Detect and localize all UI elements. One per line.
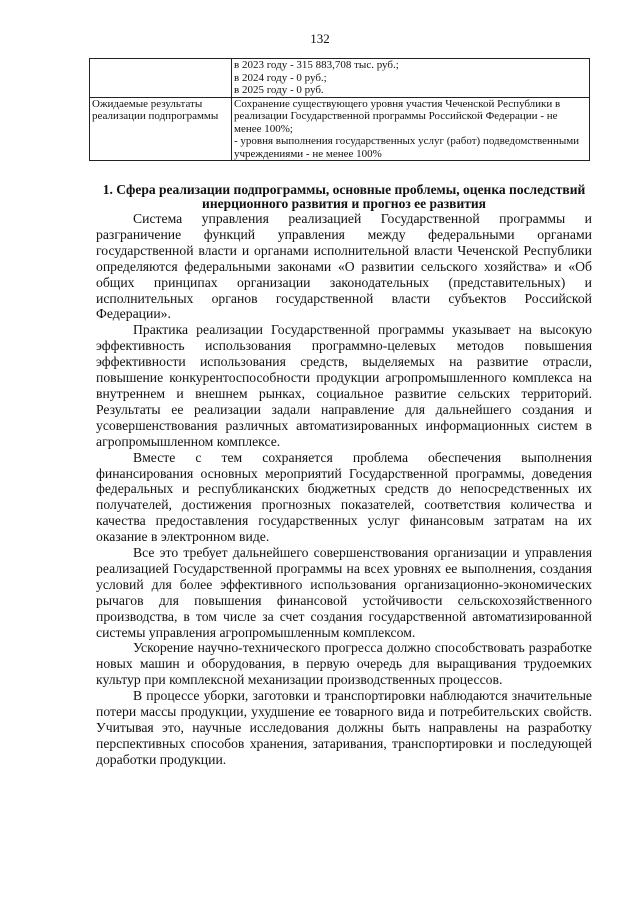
funding-line-2023: в 2023 году - 315 883,708 тыс. руб.; <box>234 59 399 71</box>
funding-label-cell <box>90 59 232 98</box>
paragraph-3: Вместе с тем сохраняется проблема обеспечения выполнения финансирования основных мероприятий Государственной программы, доведения федеральных и республиканских бюджетных средств до непосредственных их получателей, достижения прогнозных показателей, соответствия количества и качества предоставления государственных услуг финансовым затратам на их оказание в электронном виде. <box>96 449 592 545</box>
expected-result-line-2: - уровня выполнения государственных услуг (работ) подведомственными учреждениями - не менее 100% <box>234 135 580 160</box>
funding-line-2024: в 2024 году - 0 руб.; <box>234 71 327 84</box>
paragraph-4: Все это требует дальнейшего совершенствования организации и управления реализацией Государственной программы на всех уровнях ее выполнения, создания условий для более эффективного использования организационно-экономических рычагов для повышения финансовой устойчивости сельскохозяйственного производства, в том числе за счет создания государственной автоматизированной системы управления агропромышленным комплексом. <box>96 545 592 640</box>
section-body <box>96 211 592 768</box>
paragraph-6: В процессе уборки, заготовки и транспортировки наблюдаются значительные потери массы продукции, ухудшение ее товарного вида и потребительских свойств. Учитывая это, научные исследования должны быть направлены на разработку перспективных способов хранения, затаривания, транспортировки и последующей доработки продукции. <box>96 688 592 767</box>
passport-table <box>89 58 590 161</box>
section-title: 1. Сфера реализации подпрограммы, основные проблемы, оценка последствий инерционного развития и прогноз ее развития <box>102 182 586 211</box>
expected-results-label: Ожидаемые результаты реализации подпрограммы <box>90 97 232 161</box>
paragraph-2: Практика реализации Государственной программы указывает на высокую эффективность использования программно-целевых методов повышения эффективности использования средств, выделяемых на развитие отрасли, повышение конкурентоспособности продукции агропромышленного комплекса на внутреннем и внешнем рынках, социальное развитие сельских территорий. Результаты ее реализации задали направление для дальнейшего создания и усовершенствования различных автоматизированных информационных систем в агропромышленном комплексе. <box>96 322 592 449</box>
paragraph-5: Ускорение научно-технического прогресса должно способствовать разработке новых машин и оборудования, в первую очередь для выращивания трудоемких культур при комплексной механизации производственных процессов. <box>96 640 592 688</box>
funding-value-cell <box>232 59 590 98</box>
paragraph-1: Система управления реализацией Государственной программы и разграничение функций управления между федеральными органами государственной власти и органами исполнительной власти Чеченской Республики определяются федеральными законами «О развитии сельского хозяйства» и «Об общих принципах организации законодательных (представительных) и исполнительных органов государственной власти субъектов Российской Федерации». <box>96 211 592 322</box>
table-row-expected-results <box>90 97 590 161</box>
expected-results-value <box>232 97 590 161</box>
funding-line-2025: в 2025 году - 0 руб. <box>234 84 324 96</box>
table-row-funding <box>90 59 590 98</box>
page-number: 132 <box>310 31 330 46</box>
expected-result-line-1: Сохранение существующего уровня участия Чеченской Республики в реализации Государственной программы Российской Федерации - не менее 100%; <box>234 97 561 135</box>
